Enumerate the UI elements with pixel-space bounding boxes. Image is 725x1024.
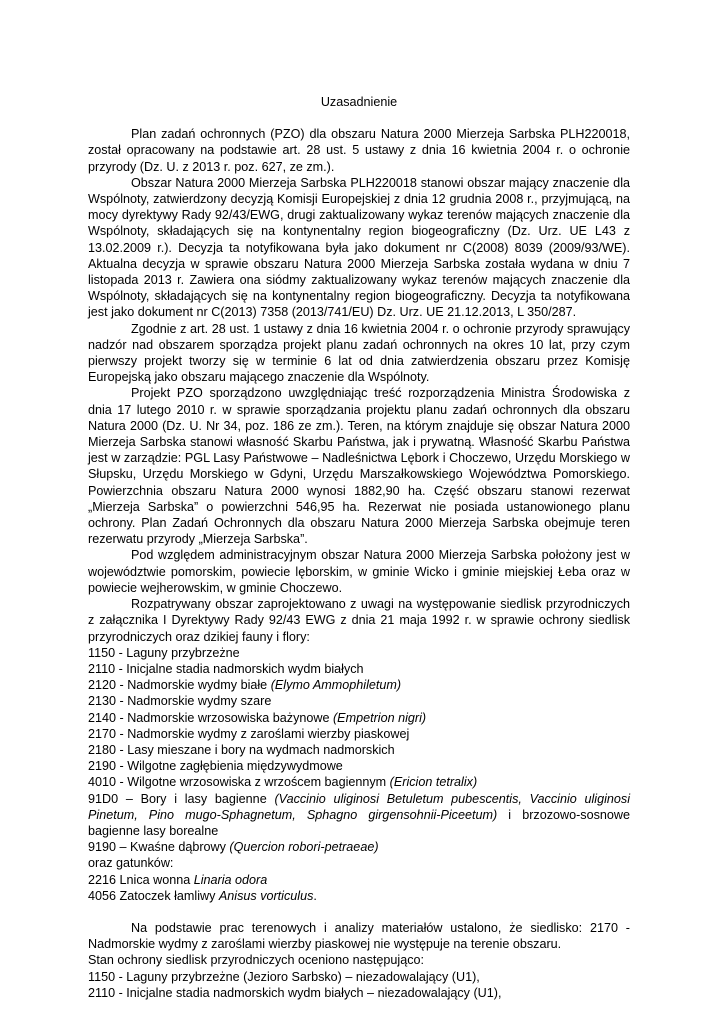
paragraph-art-28: Zgodnie z art. 28 ust. 1 ustawy z dnia 16 kwietnia 2004 r. o ochronie przyrody sprawujący nadzór nad obszarem sporządza projekt planu zadań ochronnych na okres 10 lat, przy czym pierwszy projekt tworzy się w terminie 6 lat od dnia zatwierdzenia obszaru przez Komisję Europejską jako obszaru mającego znaczenie dla Wspólnoty. — [88, 321, 630, 385]
list-item: 2140 - Nadmorskie wrzosowiska bażynowe (Empetrion nigri) — [88, 710, 427, 725]
list-item: 2170 - Nadmorskie wydmy z zaroślami wierzby piaskowej — [88, 726, 410, 741]
paragraph-pzo-basis: Plan zadań ochronnych (PZO) dla obszaru Natura 2000 Mierzeja Sarbska PLH220018, został opracowany na podstawie art. 28 ust. 5 ustawy z dnia 16 kwietnia 2004 r. o ochronie przyrody (Dz. U. z 2013 r. poz. 627, ze zm.). — [88, 127, 630, 174]
document-page — [88, 94, 630, 1001]
paragraph-habitats-intro: Rozpatrywany obszar zaprojektowano z uwagi na występowanie siedlisk przyrodniczych z załącznika I Dyrektywy Rady 92/43 EWG z dnia 21 maja 1992 r. w sprawie ochrony siedlisk przyrodniczych oraz dzikiej fauny i flory: — [88, 597, 630, 644]
paragraph-administration: Pod względem administracyjnym obszar Natura 2000 Mierzeja Sarbska położony jest w województwie pomorskim, powiecie lęborskim, w gminie Wicko i gminie miejskiej Łeba oraz w powiecie wejherowskim, w gminie Choczewo. — [88, 548, 630, 595]
paragraph-ownership: Projekt PZO sporządzono uwzględniając treść rozporządzenia Ministra Środowiska z dnia 17 lutego 2010 r. w sprawie sporządzania projektu planu zadań ochronnych dla obszaru Natura 2000 (Dz. U. Nr 34, poz. 186 ze zm.). Teren, na którym znajduje się obszar Natura 2000 Mierzeja Sarbska stanowi własność Skarbu Państwa, jak i prywatną. Własność Skarbu Państwa jest w zarządzie: PGL Lasy Państwowe – Nadleśnictwa Lębork i Choczewo, Urzędu Morskiego w Słupsku, Urzędu Morskiego w Gdyni, Urzędu Marszałkowskiego Województwa Pomorskiego. Powierzchnia obszaru Natura 2000 wynosi 1882,90 ha. Część obszaru stanowi rezerwat „Mierzeja Sarbska” o powierzchni 546,95 ha. Rezerwat nie posiada ustanowionego planu ochrony. Plan Zadań Ochronnych dla obszaru Natura 2000 Mierzeja Sarbska obejmuje teren rezerwatu przyrody „Mierzeja Sarbska”. — [88, 386, 630, 547]
paragraph-commission-decision: Obszar Natura 2000 Mierzeja Sarbska PLH220018 stanowi obszar mający znaczenie dla Wspólnoty, zatwierdzony decyzją Komisji Europejskiej z dnia 12 grudnia 2008 r., przyjmującą, na mocy dyrektywy Rady 92/43/EWG, drugi zaktualizowany wykaz terenów mających znaczenie dla Wspólnoty, składających się na kontynentalny region biogeograficzny (Dz. Urz. UE L43 z 13.02.2009 r.). Decyzja ta notyfikowana była jako dokument nr C(2008) 8039 (2009/93/WE). Aktualna decyzja w sprawie obszaru Natura 2000 Mierzeja Sarbska została wydana w dniu 7 listopada 2013 r. Zawiera ona siódmy zaktualizowany wykaz terenów mających znaczenie dla Wspólnoty, składających się na kontynentalny region biogeograficzny. Decyzja ta notyfikowana jest jako dokument nr C(2013) 7358 (2013/741/EU) Dz. Urz. UE 21.12.2013, L 350/287. — [88, 175, 630, 320]
list-item: 2216 Lnica wonna Linaria odora — [88, 872, 268, 887]
list-item: 4056 Zatoczek łamliwy Anisus vorticulus. — [88, 888, 317, 903]
paragraph-field-work: Na podstawie prac terenowych i analizy materiałów ustalono, że siedlisko: 2170 - Nadmorskie wydmy z zaroślami wierzby piaskowej nie występuje na terenie obszaru. — [88, 920, 630, 952]
list-item: 2110 - Inicjalne stadia nadmorskich wydm białych – niezadowalający (U1), — [88, 985, 502, 1000]
status-intro: Stan ochrony siedlisk przyrodniczych oceniono następująco: — [88, 953, 425, 968]
list-item: 4010 - Wilgotne wrzosowiska z wrzoścem bagiennym (Ericion tetralix) — [88, 775, 478, 790]
spacer — [88, 904, 630, 920]
list-item: 2110 - Inicjalne stadia nadmorskich wydm białych — [88, 661, 364, 676]
list-item: 1150 - Laguny przybrzeżne (Jezioro Sarbsko) – niezadowalający (U1), — [88, 969, 480, 984]
status-list — [88, 969, 630, 1001]
list-item: 2120 - Nadmorskie wydmy białe (Elymo Ammophiletum) — [88, 678, 402, 693]
habitat-list — [88, 645, 630, 856]
species-list — [88, 872, 630, 904]
document-title: Uzasadnienie — [320, 95, 398, 109]
list-item: 2180 - Lasy mieszane i bory na wydmach nadmorskich — [88, 742, 395, 757]
species-intro: oraz gatunków: — [88, 856, 174, 871]
list-item-91d0: 91D0 – Bory i lasy bagienne (Vaccinio uliginosi Betuletum pubescentis, Vaccinio uliginosi Pinetum, Pino mugo-Sphagnetum, Sphagno girgensohnii-Piceetum) i brzozowo-sosnowe bagienne lasy borealne — [88, 791, 630, 838]
list-item: 1150 - Laguny przybrzeżne — [88, 645, 240, 660]
list-item: 2130 - Nadmorskie wydmy szare — [88, 694, 272, 709]
list-item-9190: 9190 – Kwaśne dąbrowy (Quercion robori-petraeae) — [88, 840, 379, 855]
list-item: 2190 - Wilgotne zagłębienia międzywydmowe — [88, 759, 343, 774]
